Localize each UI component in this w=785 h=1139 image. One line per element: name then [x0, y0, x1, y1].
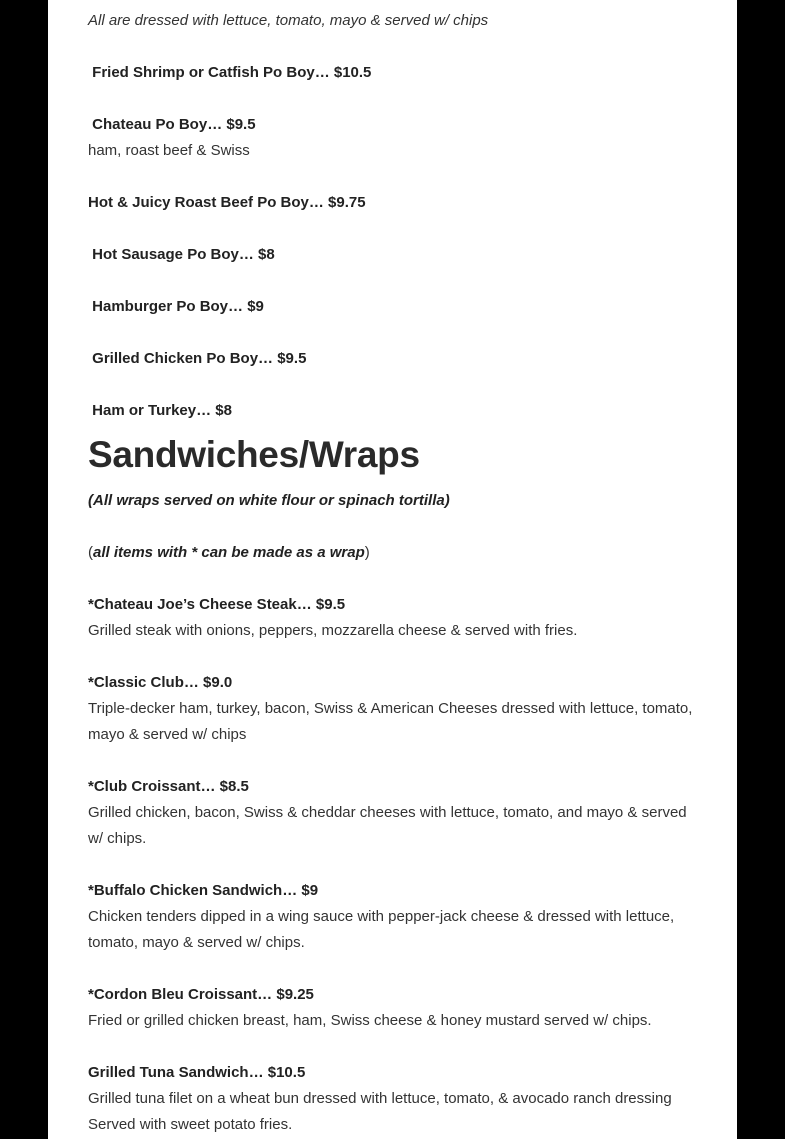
- menu-item-title: *Classic Club… $9.0: [88, 674, 233, 691]
- menu-content: [88, 8, 698, 1139]
- menu-item: [88, 878, 698, 956]
- menu-item: [88, 1060, 698, 1138]
- menu-page: [48, 0, 737, 1139]
- star-note-open-paren: (: [88, 544, 93, 561]
- menu-item-title: *Club Croissant… $8.5: [88, 778, 249, 795]
- menu-item: [88, 190, 698, 216]
- menu-item: [88, 398, 698, 424]
- menu-item-title: Hamburger Po Boy… $9: [88, 298, 264, 315]
- menu-item-title: *Cordon Bleu Croissant… $9.25: [88, 986, 314, 1003]
- menu-item: [88, 112, 698, 164]
- po-boy-note-block: [88, 8, 698, 34]
- menu-item-description: Grilled chicken, bacon, Swiss & cheddar cheeses with lettuce, tomato, and mayo & served w/ chips.: [88, 804, 691, 847]
- menu-item-title: Hot Sausage Po Boy… $8: [88, 246, 275, 263]
- menu-item: [88, 346, 698, 372]
- menu-item-description: Grilled steak with onions, peppers, mozzarella cheese & served with fries.: [88, 622, 578, 639]
- menu-item: [88, 670, 698, 748]
- menu-item: [88, 242, 698, 268]
- menu-item-description-extra: Served with sweet potato fries.: [88, 1116, 293, 1133]
- menu-item-title: Ham or Turkey… $8: [88, 402, 232, 419]
- menu-item-title: Hot & Juicy Roast Beef Po Boy… $9.75: [88, 194, 366, 211]
- menu-item-description: Fried or grilled chicken breast, ham, Swiss cheese & honey mustard served w/ chips.: [88, 1012, 652, 1029]
- menu-item-title: *Chateau Joe’s Cheese Steak… $9.5: [88, 596, 346, 613]
- star-note-text: all items with * can be made as a wrap: [93, 544, 365, 561]
- menu-item-title: Grilled Chicken Po Boy… $9.5: [88, 350, 307, 367]
- menu-item-title: *Buffalo Chicken Sandwich… $9: [88, 882, 319, 899]
- menu-item: [88, 982, 698, 1034]
- menu-item-description: Triple-decker ham, turkey, bacon, Swiss & American Cheeses dressed with lettuce, tomato, mayo & served w/ chips: [88, 700, 697, 743]
- menu-item-title: Fried Shrimp or Catfish Po Boy… $10.5: [88, 64, 372, 81]
- menu-item: [88, 60, 698, 86]
- wrap-note-block: [88, 488, 698, 514]
- menu-item-description: Grilled tuna filet on a wheat bun dressed with lettuce, tomato, & avocado ranch dressing: [88, 1090, 672, 1107]
- section-heading-sandwiches: Sandwiches/Wraps: [88, 434, 420, 475]
- menu-item: [88, 592, 698, 644]
- menu-item: [88, 774, 698, 852]
- menu-item: [88, 294, 698, 320]
- menu-item-title: Grilled Tuna Sandwich… $10.5: [88, 1064, 306, 1081]
- star-note-block: [88, 540, 698, 566]
- menu-item-description: ham, roast beef & Swiss: [88, 142, 250, 159]
- star-note-close-paren: ): [364, 544, 370, 561]
- wrap-note: (All wraps served on white flour or spinach tortilla): [88, 492, 450, 509]
- po-boy-dressing-note: All are dressed with lettuce, tomato, mayo & served w/ chips: [88, 12, 489, 29]
- menu-item-description: Chicken tenders dipped in a wing sauce with pepper-jack cheese & dressed with lettuce, tomato, mayo & served w/ chips.: [88, 908, 679, 951]
- menu-item-title: Chateau Po Boy… $9.5: [88, 116, 256, 133]
